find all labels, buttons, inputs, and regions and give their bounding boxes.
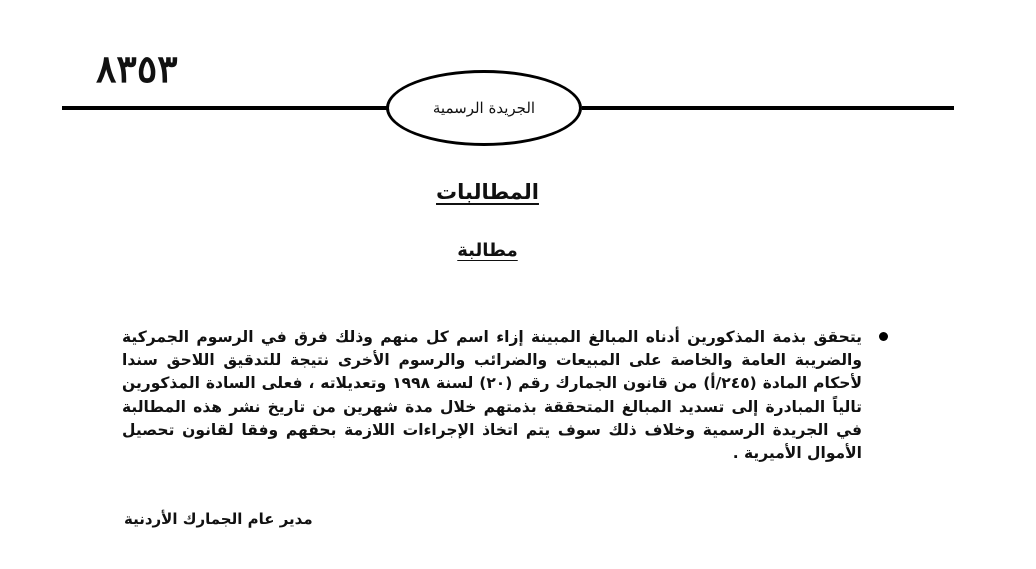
- page-number: ٨٣٥٣: [96, 46, 178, 91]
- body-paragraph: يتحقق بذمة المذكورين أدناه المبالغ المبينة إزاء اسم كل منهم وذلك فرق في الرسوم الجمركية والضريبة العامة والخاصة على المبيعات والضرائب والرسوم الأخرى نتيجة للتدقيق اللاحق سندا لأحكام المادة (٢٤٥/أ) من قانون الجمارك رقم (٢٠) لسنة ١٩٩٨ وتعديلاته ، فعلى السادة المذكورين تالياً المبادرة إلى تسديد المبالغ المتحققة بذمتهم خلال مدة شهرين من تاريخ نشر هذه المطالبة في الجريدة الرسمية وخلاف ذلك سوف يتم اتخاذ الإجراءات اللازمة بحقهم وفقا لقانون تحصيل الأموال الأميرية .: [122, 328, 862, 463]
- gazette-oval: [386, 70, 582, 146]
- gazette-name: الجريدة الرسمية: [432, 99, 536, 117]
- bullet-block: [122, 326, 862, 465]
- bullet-icon: [879, 332, 888, 341]
- signature: مدير عام الجمارك الأردنية: [124, 510, 313, 528]
- header-rule-right: [582, 106, 954, 110]
- section-subtitle: مطالبة: [457, 240, 518, 261]
- header-rule-left: [62, 106, 388, 110]
- section-title: المطالبات: [436, 180, 539, 204]
